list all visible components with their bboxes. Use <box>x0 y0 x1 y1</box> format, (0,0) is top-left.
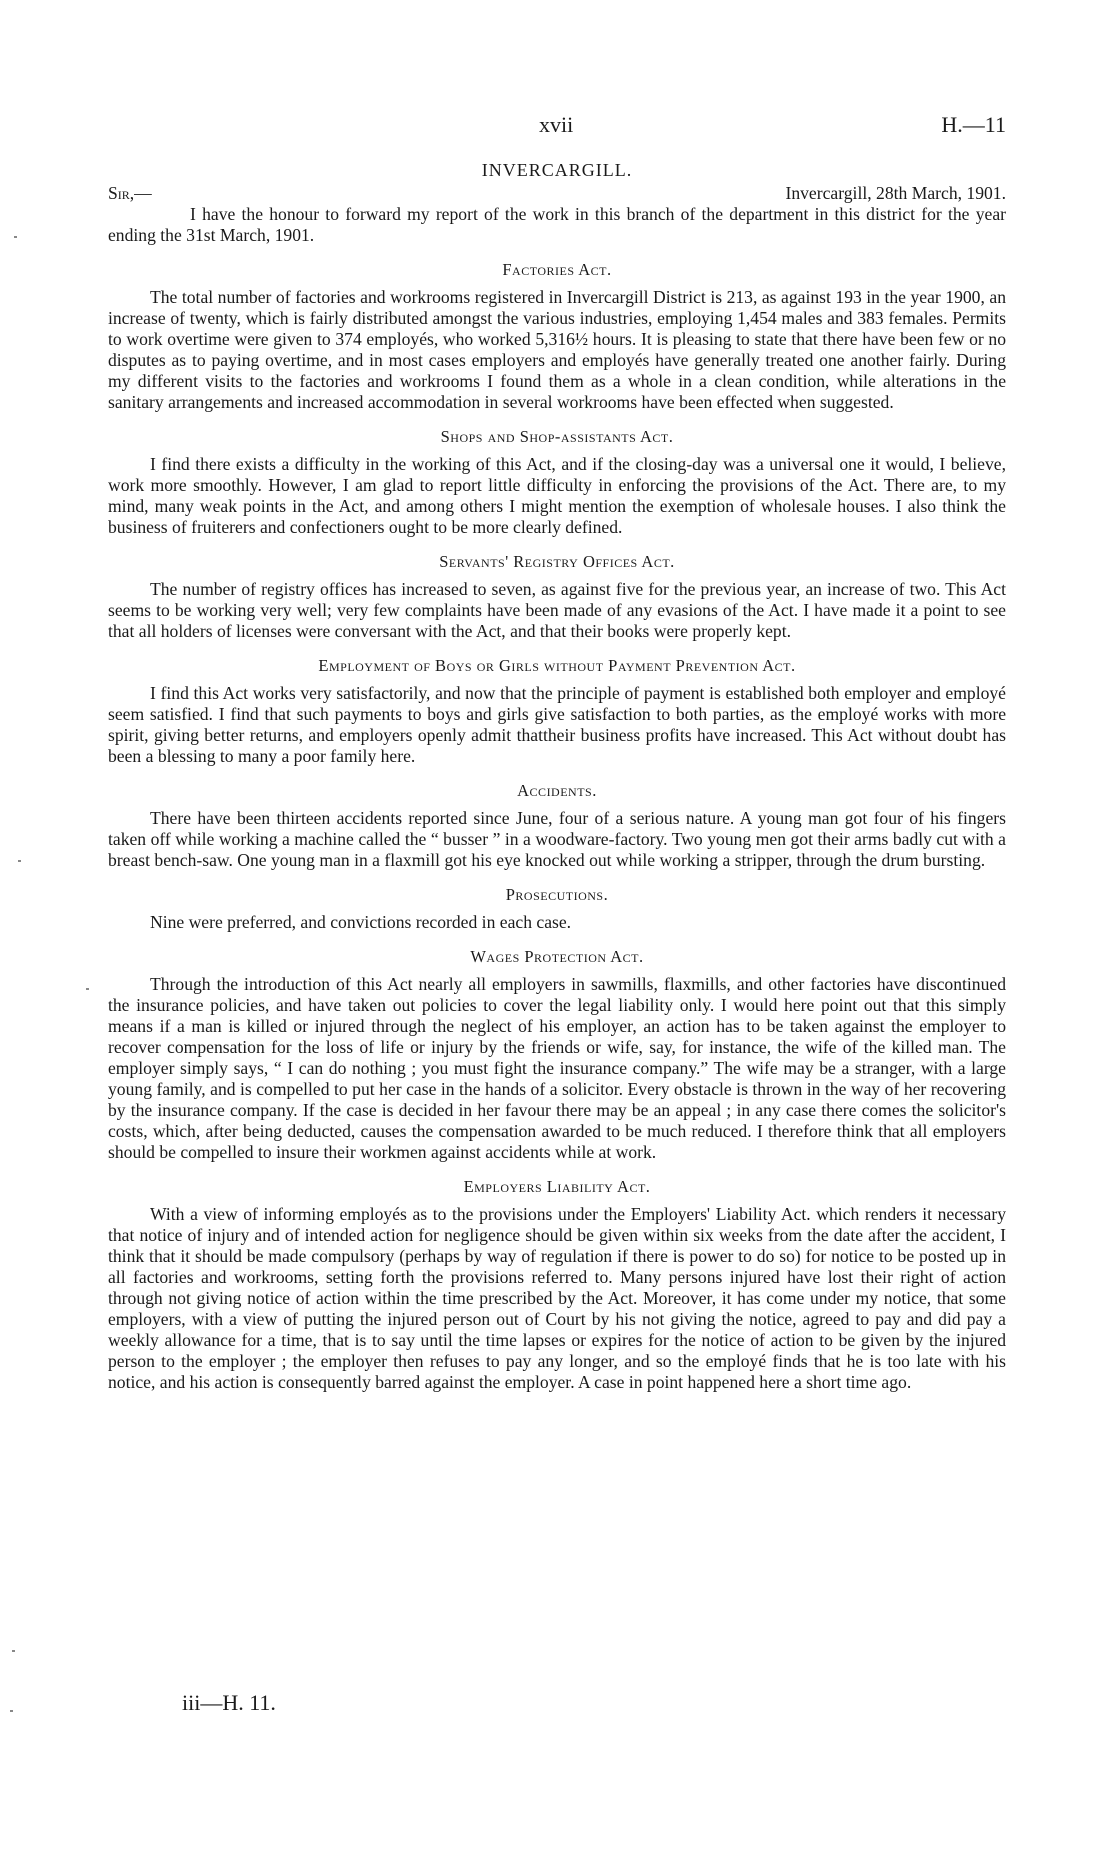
section-paragraph: Nine were preferred, and convictions recorded in each case. <box>150 912 572 932</box>
document-reference: H.—11 <box>941 112 1006 137</box>
scan-speck <box>14 236 17 238</box>
scan-speck <box>86 988 89 990</box>
section-heading: Prosecutions. <box>505 885 609 904</box>
page-header <box>0 112 1114 146</box>
section-heading: Employers Liability Act. <box>463 1177 651 1196</box>
date-line: Invercargill, 28th March, 1901. <box>785 183 1006 203</box>
section-paragraph: The number of registry offices has increased to seven, as against five for the previous year, an increase of two. This Act seems to be working very well; very few complaints have been made of any evasions of the Act. I have made it a point to see that all holders of licenses were conversant with the Act, and that their books were properly kept. <box>108 579 1006 641</box>
section-paragraph: I find this Act works very satisfactorily, and now that the principle of payment is established both employer and employé seem satisfied. I find that such payments to boys and girls give satisfaction to both parties, as the employé works with more spirit, giving better returns, and employers openly admit thattheir business profits have increased. This Act without doubt has been a blessing to many a poor family here. <box>108 683 1006 766</box>
scan-speck <box>18 860 21 862</box>
section-paragraph: With a view of informing employés as to the provisions under the Employers' Liability Act. which renders it necessary that notice of injury and of intended action for negligence should be given within six weeks from the date after the accident, I think that it should be made compulsory (perhaps by way of regulation if there is power to do so) for notice to be posted up in all factories and workrooms, setting forth the provisions referred to. Many persons injured have lost their right of action through not giving notice of action within the time prescribed by the Act. Moreover, it has come under my notice, that some employers, with a view of putting the injured person out of Court by his not giving the notice, agreed to pay and did pay a weekly allowance for a time, that is to say until the time lapses or expires for the notice of action to be given by the injured person to the employer ; the employer then refuses to pay any longer, and so the employé finds that he is too late with his notice, and his action is consequently barred against the employer. A case in point happened here a short time ago. <box>108 1204 1006 1392</box>
section-paragraph: Through the introduction of this Act nearly all employers in sawmills, flaxmills, and other factories have discontinued the insurance policies, and have taken out policies to cover the legal liability only. I would here point out that this simply means if a man is killed or injured through the neglect of his employer, an action has to be taken against the employer to recover compensation for the loss of life or injury by the friends or wife, say, for instance, the wife of the killed man. The employer simply says, “ I can do nothing ; you must fight the insurance company.” The wife may be a stranger, with a large young family, and is compelled to put her case in the hands of a solicitor. Every obstacle is thrown in the way of her recovering by the insurance company. If the case is decided in her favour there may be an appeal ; in any case there comes the solicitor's costs, which, after being deducted, causes the compensation awarded to be much reduced. I therefore think that all employers should be compelled to insure their workmen against accidents while at work. <box>108 974 1006 1162</box>
section-heading: Wages Protection Act. <box>470 947 644 966</box>
section-paragraph: The total number of factories and workrooms registered in Invercargill District is 213, as against 193 in the year 1900, an increase of twenty, which is fairly distributed amongst the various industries, employing 1,454 males and 383 females. Permits to work overtime were given to 374 employés, who worked 5,316½ hours. It is pleasing to state that there have been few or no disputes as to paying overtime, and in most cases employers and employés have generally treated one another fairly. During my different visits to the factories and workrooms I found them as a whole in a clean condition, while alterations in the sanitary arrangements and increased accommodation in several workrooms have been effected when suggested. <box>108 287 1006 412</box>
section-heading: Servants' Registry Offices Act. <box>439 552 675 571</box>
scan-speck <box>10 1710 13 1712</box>
section-heading: Shops and Shop-assistants Act. <box>440 427 674 446</box>
section-paragraph: I find there exists a difficulty in the working of this Act, and if the closing-day was a universal one it would, I believe, work more smoothly. However, I am glad to report little difficulty in enforcing the provisions of the Act. There are, to my mind, many weak points in the Act, and among others I might mention the exemption of wholesale houses. I also think the business of fruiterers and confectioners ought to be more clearly defined. <box>108 454 1006 537</box>
section-heading: Accidents. <box>517 781 597 800</box>
sheet-signature: iii—H. 11. <box>182 1690 276 1715</box>
intro-paragraph: I have the honour to forward my report of the work in this branch of the department in this district for the year ending the 31st March, 1901. <box>108 204 1006 245</box>
section-heading: Factories Act. <box>502 260 612 279</box>
report-body <box>108 160 1006 1393</box>
salutation: Sir,— <box>108 183 152 203</box>
section-heading: Employment of Boys or Girls without Payment Prevention Act. <box>318 656 796 675</box>
page-number: xvii <box>539 112 574 137</box>
salutation-line <box>108 183 1006 204</box>
section-paragraph: There have been thirteen accidents reported since June, four of a serious nature. A young man got four of his fingers taken off while working a machine called the “ busser ” in a woodware-factory. Two young men got their arms badly cut with a breast bench-saw. One young man in a flaxmill got his eye knocked out while working a stripper, through the drum bursting. <box>108 808 1006 870</box>
report-place-title: INVERCARGILL. <box>481 160 633 180</box>
scan-speck <box>12 1650 15 1652</box>
